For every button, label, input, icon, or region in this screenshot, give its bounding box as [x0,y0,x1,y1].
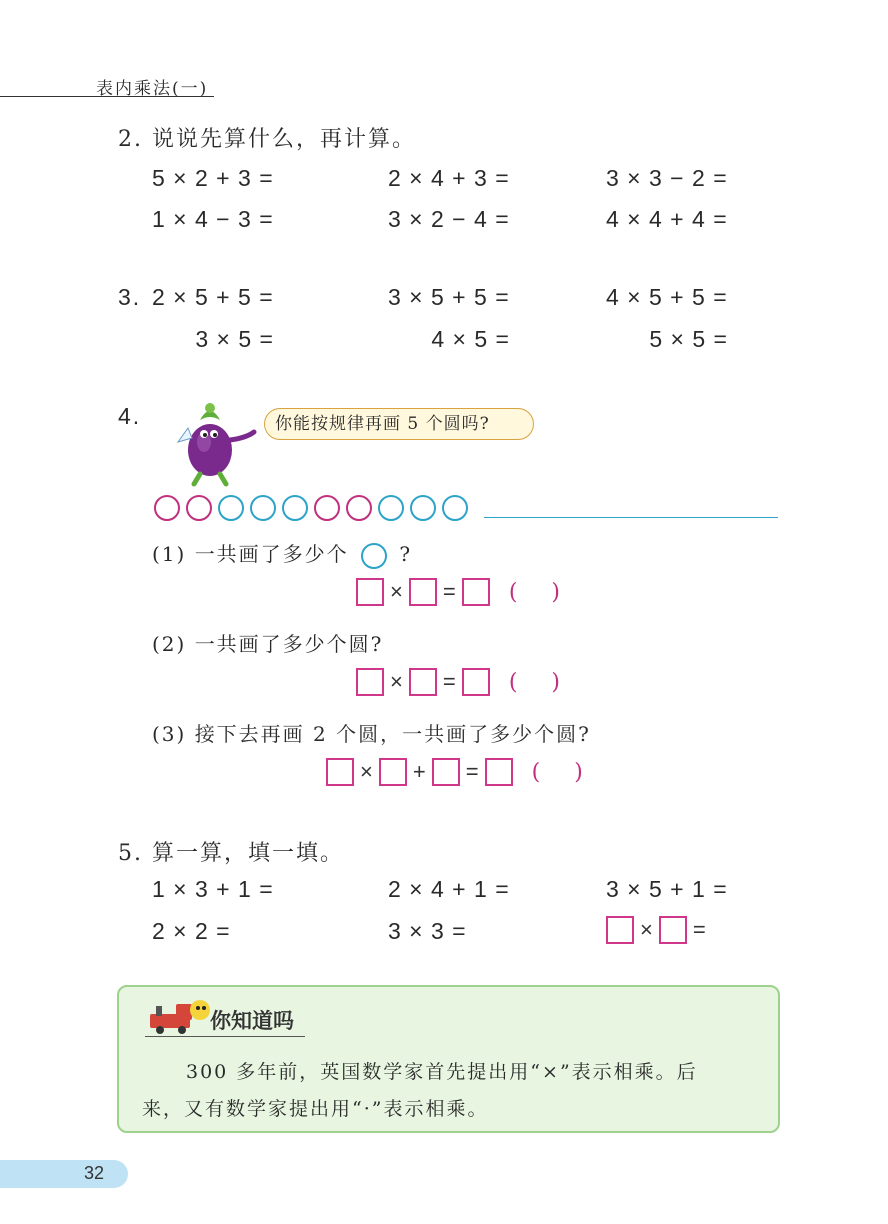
q3-number: 3. [118,284,142,310]
drawing-answer-line[interactable] [484,517,778,518]
answer-box[interactable] [356,578,384,606]
times-sign: × [640,917,653,942]
q2-title: 2. 说说先算什么，再计算。 [118,127,416,152]
q4-sub1-text: (1) 一共画了多少个 [152,542,349,566]
chapter-title: 表内乘法(一) [96,79,209,99]
q5-eq: 3 × 3 = [388,918,467,944]
unit-parentheses[interactable]: ( ) [508,579,560,605]
pattern-circle [250,495,276,521]
answer-box[interactable] [326,758,354,786]
q4-sub3-answer-row [326,758,583,786]
q3-eq: 3 × 5 + 5 = [388,284,510,310]
q3-eq: 5 × 5 = [649,326,728,352]
q3-eq: 4 × 5 = [431,326,510,352]
did-you-know-text-line1: 300 多年前，英国数学家首先提出用“×”表示相乘。后 [186,1061,698,1083]
q3-eq: 3 × 5 = [195,326,274,352]
pattern-circle [346,495,372,521]
q2-eq: 5 × 2 + 3 = [152,165,274,191]
q2-eq: 4 × 4 + 4 = [606,206,728,232]
answer-box[interactable] [432,758,460,786]
did-you-know-text-line2: 来，又有数学家提出用“·”表示相乘。 [142,1098,489,1120]
unit-parentheses[interactable]: ( ) [508,669,560,695]
q5-box-equation [606,916,712,944]
pattern-circle [186,495,212,521]
header-rule [0,96,214,97]
pattern-circle [314,495,340,521]
q2-eq: 2 × 4 + 3 = [388,165,510,191]
q5-eq: 1 × 3 + 1 = [152,876,274,902]
q4-sub2: (2) 一共画了多少个圆? [152,632,384,656]
pattern-circle [378,495,404,521]
answer-box[interactable] [606,916,634,944]
q2-eq: 3 × 2 − 4 = [388,206,510,232]
q5-eq: 2 × 2 = [152,918,231,944]
answer-box[interactable] [659,916,687,944]
pattern-circle [410,495,436,521]
answer-box[interactable] [462,668,490,696]
speech-bubble: 你能按规律再画 5 个圆吗? [264,408,534,440]
unit-parentheses[interactable]: ( ) [531,759,583,785]
page-number-tab [0,1160,128,1188]
did-you-know-title: 你知道吗 [210,1009,294,1033]
times-sign: × [360,759,373,784]
q4-sub1 [152,538,412,569]
eggplant-mascot-icon [166,398,266,488]
q3-eq: 2 × 5 + 5 = [152,284,274,310]
pattern-circle [218,495,244,521]
answer-box[interactable] [356,668,384,696]
pattern-circle [154,495,180,521]
answer-box[interactable] [379,758,407,786]
pattern-circle [282,495,308,521]
q4-sub3: (3) 接下去再画 2 个圆，一共画了多少个圆? [152,722,591,746]
q2-eq: 3 × 3 − 2 = [606,165,728,191]
equals-sign: = [465,759,479,784]
q5-title: 5. 算一算，填一填。 [118,841,344,866]
q4-sub2-answer-row [356,668,560,696]
train-icon [146,996,212,1036]
blue-circle-icon [361,543,387,569]
q2-eq: 1 × 4 − 3 = [152,206,274,232]
times-sign: × [390,669,403,694]
q5-eq: 2 × 4 + 1 = [388,876,510,902]
answer-box[interactable] [485,758,513,786]
answer-box[interactable] [409,578,437,606]
answer-box[interactable] [409,668,437,696]
pattern-circle [442,495,468,521]
times-sign: × [390,579,403,604]
equals-sign: = [442,669,456,694]
q3-eq: 4 × 5 + 5 = [606,284,728,310]
answer-box[interactable] [462,578,490,606]
equals-sign: = [442,579,456,604]
equals-sign: = [692,917,706,942]
page-number: 32 [84,1163,105,1183]
q5-eq: 3 × 5 + 1 = [606,876,728,902]
q4-sub1-question-mark: ? [399,542,413,566]
q4-number: 4. [118,403,142,429]
plus-sign: + [412,759,426,784]
title-underline [145,1036,305,1037]
q4-sub1-answer-row [356,578,560,606]
